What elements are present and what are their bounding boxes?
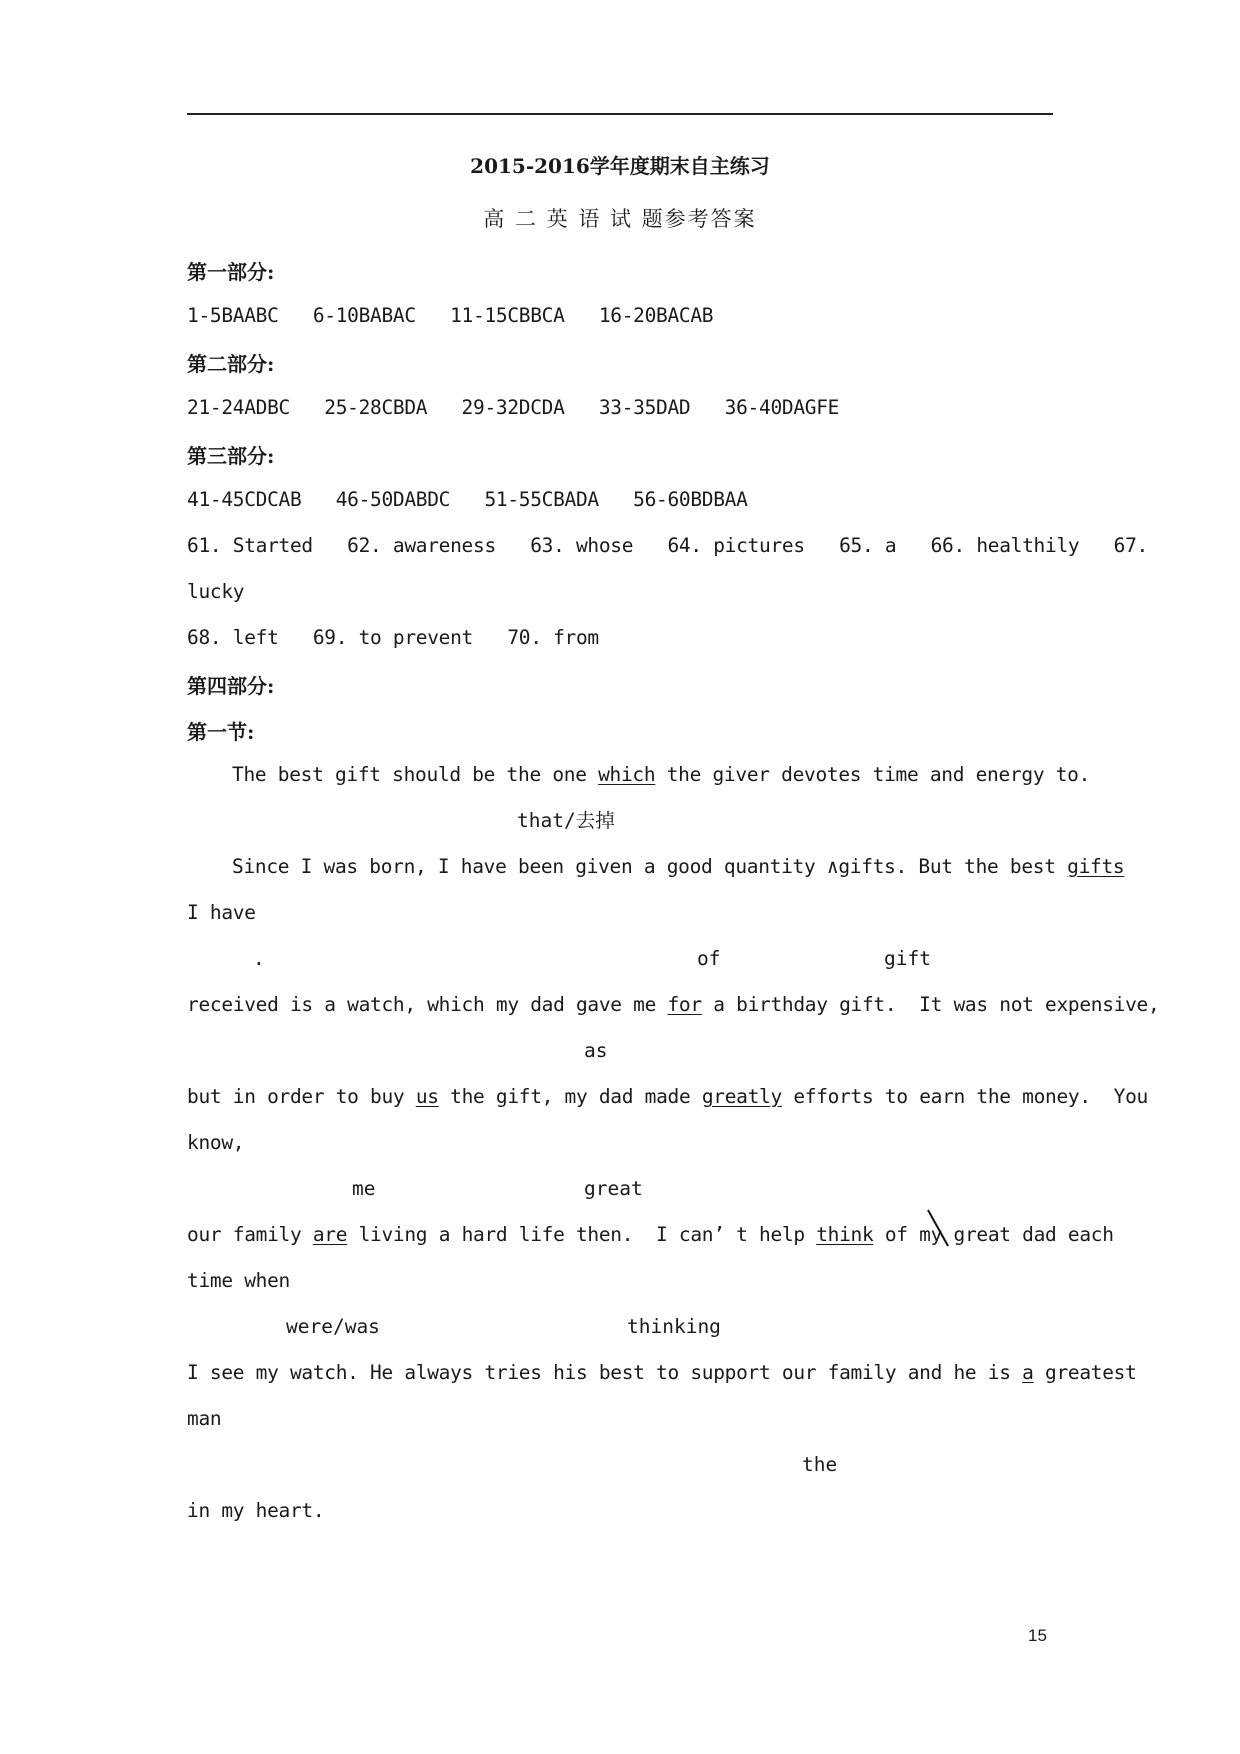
deletion-slash-mark (924, 1208, 954, 1248)
part1-heading: 第一部分: (187, 260, 275, 284)
text-segment: a birthday gift. It was not expensive, (701, 993, 1160, 1016)
text-segment: efforts to earn the money. You (781, 1085, 1149, 1108)
essay-line-2 (232, 854, 1124, 880)
essay-line-5 (187, 1222, 1114, 1248)
correction-note: great (584, 1177, 643, 1200)
correction-note: of (697, 947, 721, 970)
correction-note: were/was (286, 1315, 380, 1338)
error-word: a (1022, 1361, 1034, 1384)
top-rule (187, 113, 1053, 115)
text-segment: greatest (1033, 1361, 1137, 1384)
text-segment: of my great dad each (873, 1223, 1114, 1246)
essay-line-6b: man (187, 1407, 222, 1430)
error-word: which (598, 763, 656, 786)
text-segment: I see my watch. He always tries his best to support our family and he is (187, 1361, 1023, 1384)
error-word: are (312, 1223, 348, 1246)
text-segment: Since I was born, I have been given a good quantity ∧gifts. But the best (232, 855, 1068, 878)
page-number: 15 (1028, 1626, 1047, 1645)
correction-note: me (352, 1177, 376, 1200)
essay-line-7: in my heart. (187, 1499, 325, 1522)
essay-line-5b: time when (187, 1269, 290, 1292)
essay-line-6 (187, 1360, 1137, 1386)
text-segment: the gift, my dad made (438, 1085, 702, 1108)
essay-line-4b: know, (187, 1131, 245, 1154)
error-word: greatly (701, 1085, 782, 1108)
part1-answers: 1-5BAABC 6-10BABAC 11-15CBBCA 16-20BACAB (187, 304, 714, 327)
text-segment: the giver devotes time and energy to. (655, 763, 1091, 786)
document-subtitle: 高 二 英 语 试 题参考答案 (483, 207, 757, 231)
part4-section1-heading: 第一节: (187, 720, 255, 744)
part4-heading: 第四部分: (187, 674, 275, 698)
correction-note: that/去掉 (517, 809, 615, 832)
text-segment: but in order to buy (187, 1085, 416, 1108)
text-segment: our family (187, 1223, 313, 1246)
part3-fill-line1: 61. Started 62. awareness 63. whose 64. pictures 65. a 66. healthily 67. (187, 534, 1148, 557)
essay-line-4 (187, 1084, 1148, 1110)
text-segment: received is a watch, which my dad gave me (187, 993, 668, 1016)
part2-answers: 21-24ADBC 25-28CBDA 29-32DCDA 33-35DAD 36-40DAGFE (187, 396, 840, 419)
text-segment: living a hard life then. I can’ t help (347, 1223, 817, 1246)
error-word: think (816, 1223, 874, 1246)
part3-fill-line2: 68. left 69. to prevent 70. from (187, 626, 599, 649)
correction-note: thinking (627, 1315, 721, 1338)
document-title: 2015-2016学年度期末自主练习 (470, 154, 770, 178)
error-word: gifts (1067, 855, 1125, 878)
correction-note: gift (884, 947, 931, 970)
part3-fill-line1b: lucky (187, 580, 245, 603)
essay-line-1 (232, 762, 1090, 788)
essay-line-3 (187, 992, 1159, 1018)
correction-note: . (253, 947, 265, 970)
text-segment: The best gift should be the one (232, 763, 599, 786)
error-word: for (667, 993, 702, 1016)
essay-line-2b: I have (187, 901, 256, 924)
part3-answers: 41-45CDCAB 46-50DABDC 51-55CBADA 56-60BDBAA (187, 488, 748, 511)
part2-heading: 第二部分: (187, 352, 275, 376)
part3-heading: 第三部分: (187, 444, 275, 468)
error-word: us (415, 1085, 439, 1108)
correction-note: the (802, 1453, 838, 1476)
correction-note: as (584, 1039, 608, 1062)
